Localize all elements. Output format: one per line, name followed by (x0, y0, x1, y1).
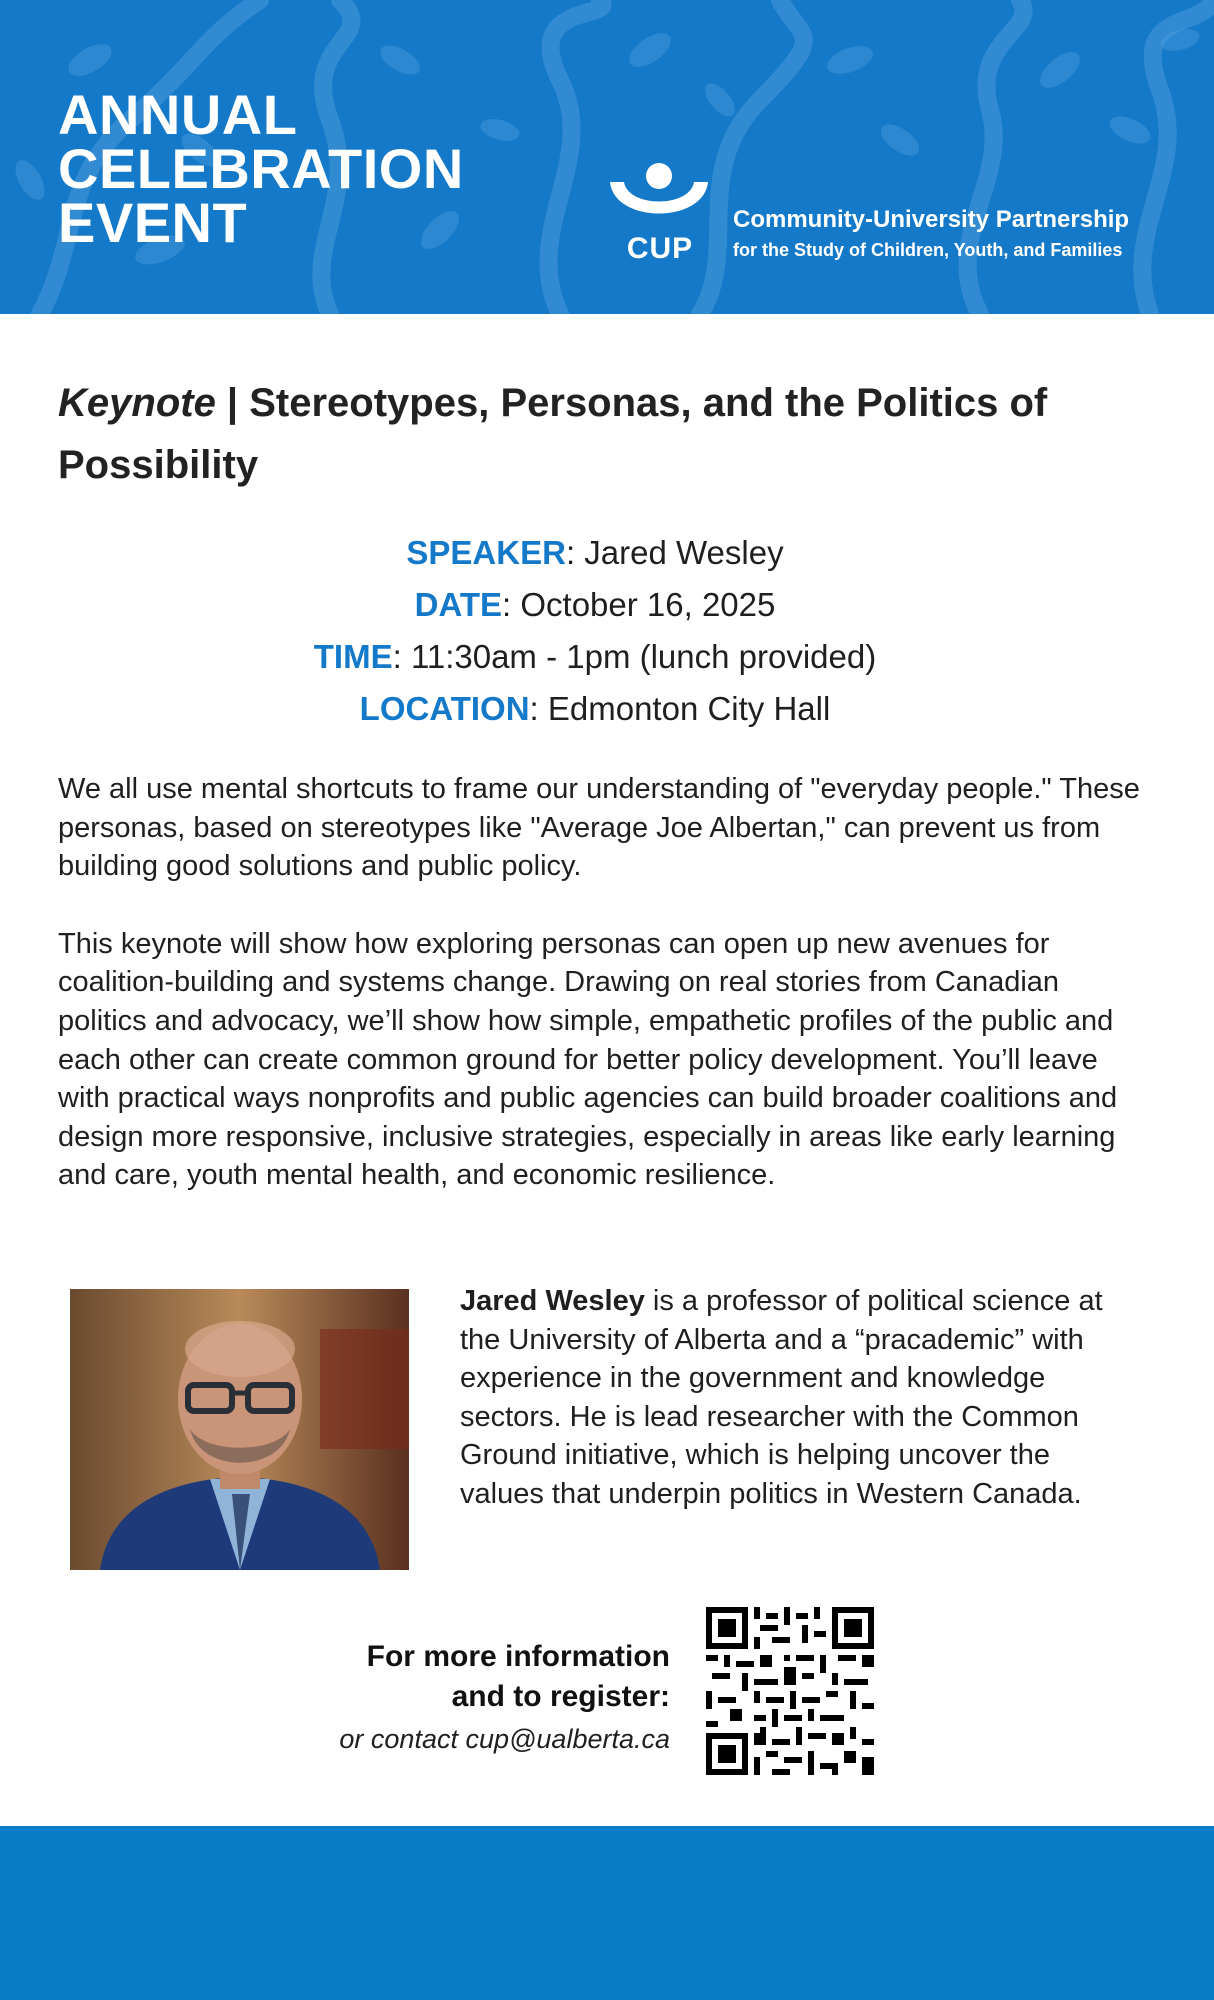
speaker-row: SPEAKER: Jared Wesley (406, 534, 784, 571)
bio-name: Jared Wesley (460, 1285, 645, 1317)
date-label: DATE (414, 586, 503, 623)
contact-email[interactable]: or contact cup@ualberta.ca (339, 1724, 670, 1754)
speaker-photo (70, 1289, 409, 1570)
speaker-value: Jared Wesley (584, 534, 784, 571)
event-title-line-1: ANNUAL (58, 83, 298, 146)
description (58, 770, 1148, 1234)
speaker-portrait-illustration (70, 1289, 409, 1570)
keynote-title (58, 372, 1058, 496)
keynote-title-text: Stereotypes, Personas, and the Politics of Possibility (58, 381, 1048, 487)
description-paragraph-1: We all use mental shortcuts to frame our understanding of "everyday people." These personas, based on stereotypes like "Average Joe Albertan," can prevent us from building good solutions and public policy. (58, 773, 1140, 883)
location-value: Edmonton City Hall (547, 690, 831, 727)
speaker-label: SPEAKER (406, 534, 566, 571)
event-title-line-2: CELEBRATION (58, 137, 464, 200)
time-value: 11:30am - 1pm (lunch provided) (410, 638, 877, 675)
register-info (250, 1637, 670, 1759)
event-details (0, 527, 1190, 735)
footer-bar (0, 1826, 1214, 2000)
register-line-2: and to register: (451, 1680, 670, 1713)
location-row: LOCATION: Edmonton City Hall (359, 690, 831, 727)
time-label: TIME (313, 638, 393, 675)
logo-text: CUP (626, 232, 694, 265)
header-banner (0, 0, 1214, 314)
keynote-separator: | (215, 381, 250, 425)
location-label: LOCATION (359, 690, 530, 727)
qr-code-icon[interactable] (706, 1607, 874, 1775)
register-line-1: For more information (366, 1640, 670, 1673)
org-subtitle: for the Study of Children, Youth, and Families (733, 240, 1123, 260)
cup-logo-icon (604, 162, 714, 230)
org-name: Community-University Partnership (733, 206, 1130, 233)
time-row: TIME: 11:30am - 1pm (lunch provided) (313, 638, 877, 675)
bio-text: is a professor of political science at the University of Alberta and a “pracademic” with experience in the government and knowledge sectors. He is lead researcher with the Common Ground initiative, which is helping uncover the values that underpin politics in Western Canada. (460, 1285, 1103, 1510)
event-title-line-3: EVENT (58, 191, 248, 254)
keynote-label: Keynote (58, 381, 216, 425)
date-value: October 16, 2025 (520, 586, 776, 623)
date-row: DATE: October 16, 2025 (414, 586, 776, 623)
speaker-bio (460, 1282, 1120, 1514)
event-title (58, 83, 464, 254)
description-paragraph-2: This keynote will show how exploring personas can open up new avenues for coalition-building and systems change. Drawing on real stories from Canadian politics and advocacy, we’ll show how simple, empathetic profiles of the public and each other can create common ground for better policy development. You’ll leave with practical ways nonprofits and public agencies can build broader coalitions and design more responsive, inclusive strategies, especially in areas like early learning and care, youth mental health, and economic resilience. (58, 927, 1118, 1192)
